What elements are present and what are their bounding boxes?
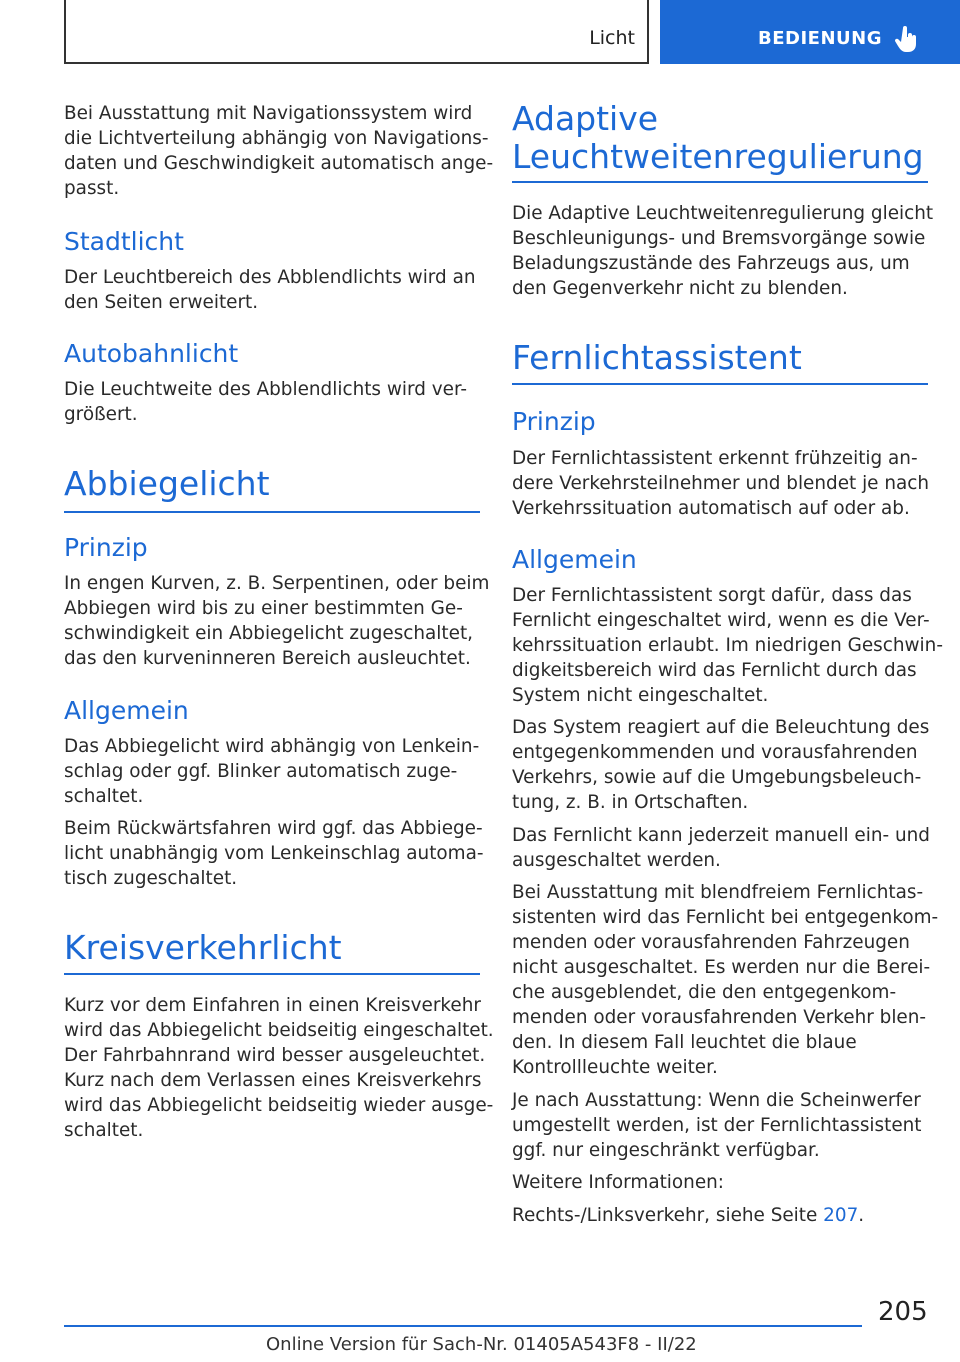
fernlicht-p5-line-3: ggf. nur eingeschränkt verfügbar. (512, 1140, 820, 1161)
fernlicht-reference (512, 1203, 952, 1228)
fernlicht-allgemein-heading: Allgemein (512, 545, 637, 574)
fernlicht-p1-line-2: Fernlicht eingeschaltet wird, wenn es die Ver- (512, 610, 930, 631)
kreisverkehrlicht-title: Kreisverkehrlicht (64, 928, 342, 967)
kreisverkehrlicht-line-1: Kurz vor dem Einfahren in einen Kreisverkehr (64, 995, 481, 1016)
abbiegelicht-allgemein-heading: Allgemein (64, 696, 189, 725)
fernlicht-p5-line-2: umgestellt werden, ist der Fernlichtassistent (512, 1115, 922, 1136)
fernlicht-p4-line-2: sistenten wird das Fernlicht bei entgegenkom- (512, 907, 939, 928)
fernlicht-p1-line-3: kehrssituation erlaubt. Im niedrigen Geschwin- (512, 635, 943, 656)
stadtlicht-line-1: Der Leuchtbereich des Abblendlichts wird an (64, 267, 476, 288)
footer-rule (64, 1325, 862, 1327)
header-section-box (64, 0, 649, 64)
header-chapter-label: BEDIENUNG (758, 28, 882, 49)
kreisverkehrlicht-rule (64, 973, 480, 975)
fernlicht-p1-line-5: System nicht eingeschaltet. (512, 685, 769, 706)
fernlicht-p4-line-5: che ausgeblendet, die den entgegenkom- (512, 982, 897, 1003)
abbiegelicht-prinzip-line-1: In engen Kurven, z. B. Serpentinen, oder beim (64, 573, 490, 594)
fernlicht-p4-line-6: menden oder vorausfahrenden Verkehr blen- (512, 1007, 927, 1028)
autobahnlicht-line-1: Die Leuchtweite des Abblendlichts wird ver- (64, 379, 467, 400)
fernlicht-prinzip-heading: Prinzip (512, 407, 596, 436)
abbiegelicht-allgemein-p2-line-3: tisch zugeschaltet. (64, 868, 238, 889)
adaptive-line-2: Beschleunigungs- und Bremsvorgänge sowie (512, 228, 926, 249)
reference-text: Rechts-/Linksverkehr, siehe Seite (512, 1205, 824, 1226)
adaptive-line-4: den Gegenverkehr nicht zu blenden. (512, 278, 848, 299)
adaptive-title-line-1: Adaptive (512, 99, 659, 138)
kreisverkehrlicht-line-5: wird das Abbiegelicht beidseitig wieder ausge- (64, 1095, 494, 1116)
hand-pointer-icon (894, 26, 920, 54)
fernlicht-p1-line-1: Der Fernlichtassistent sorgt dafür, dass das (512, 585, 912, 606)
kreisverkehrlicht-line-4: Kurz nach dem Verlassen eines Kreisverkehrs (64, 1070, 482, 1091)
abbiegelicht-allgemein-p1-line-3: schaltet. (64, 786, 144, 807)
fernlicht-p5-line-1: Je nach Ausstattung: Wenn die Scheinwerfer (512, 1090, 921, 1111)
abbiegelicht-title: Abbiegelicht (64, 464, 270, 503)
fernlicht-p4-line-4: nicht ausgeschaltet. Es werden nur die Berei- (512, 957, 931, 978)
kreisverkehrlicht-line-3: Der Fahrbahnrand wird besser ausgeleuchtet. (64, 1045, 486, 1066)
abbiegelicht-prinzip-line-4: das den kurveninneren Bereich ausleuchtet. (64, 648, 471, 669)
intro-line-1: Bei Ausstattung mit Navigationssystem wird (64, 103, 473, 124)
autobahnlicht-heading: Autobahnlicht (64, 339, 239, 368)
intro-line-3: daten und Geschwindigkeit automatisch ange- (64, 153, 494, 174)
abbiegelicht-rule (64, 511, 480, 513)
adaptive-rule (512, 181, 928, 183)
intro-line-2: die Lichtverteilung abhängig von Navigations- (64, 128, 489, 149)
adaptive-line-3: Beladungszustände des Fahrzeugs aus, um (512, 253, 910, 274)
fernlicht-p2-line-1: Das System reagiert auf die Beleuchtung des (512, 717, 930, 738)
intro-line-4: passt. (64, 178, 120, 199)
fernlicht-prinzip-line-1: Der Fernlichtassistent erkennt frühzeitig an- (512, 448, 918, 469)
fernlicht-prinzip-line-2: dere Verkehrsteilnehmer und blendet je nach (512, 473, 930, 494)
autobahnlicht-line-2: größert. (64, 404, 138, 425)
page-link-207[interactable]: 207 (823, 1205, 859, 1226)
kreisverkehrlicht-line-6: schaltet. (64, 1120, 144, 1141)
footer-text: Online Version für Sach-Nr. 01405A543F8 - II/22 (266, 1334, 697, 1355)
fernlicht-p2-line-3: Verkehrs, sowie auf die Umgebungsbeleuch- (512, 767, 922, 788)
header-section-label: Licht (589, 27, 635, 49)
fernlicht-prinzip-line-3: Verkehrssituation automatisch auf oder ab. (512, 498, 910, 519)
stadtlicht-line-2: den Seiten erweitert. (64, 292, 259, 313)
reference-end: . (858, 1205, 865, 1226)
fernlicht-p4-line-3: menden oder vorausfahrenden Fahrzeugen (512, 932, 910, 953)
adaptive-title-line-2: Leuchtweitenregulierung (512, 137, 924, 176)
abbiegelicht-prinzip-heading: Prinzip (64, 533, 148, 562)
abbiegelicht-allgemein-p2-line-1: Beim Rückwärtsfahren wird ggf. das Abbiege- (64, 818, 483, 839)
stadtlicht-heading: Stadtlicht (64, 227, 184, 256)
abbiegelicht-prinzip-line-2: Abbiegen wird bis zu einer bestimmten Ge- (64, 598, 463, 619)
fernlicht-rule (512, 383, 928, 385)
abbiegelicht-allgemein-p2-line-2: licht unabhängig vom Lenkeinschlag automa- (64, 843, 484, 864)
fernlicht-p4-line-7: den. In diesem Fall leuchtet die blaue (512, 1032, 857, 1053)
abbiegelicht-allgemein-p1-line-1: Das Abbiegelicht wird abhängig von Lenkein- (64, 736, 480, 757)
fernlicht-p4-line-8: Kontrollleuchte weiter. (512, 1057, 718, 1078)
adaptive-line-1: Die Adaptive Leuchtweitenregulierung gleicht (512, 203, 934, 224)
fernlicht-p6: Weitere Informationen: (512, 1172, 724, 1193)
fernlicht-p3-line-1: Das Fernlicht kann jederzeit manuell ein- und (512, 825, 930, 846)
fernlicht-p1-line-4: digkeitsbereich wird das Fernlicht durch das (512, 660, 917, 681)
fernlicht-title: Fernlichtassistent (512, 338, 802, 377)
page-number: 205 (878, 1297, 928, 1327)
kreisverkehrlicht-line-2: wird das Abbiegelicht beidseitig eingeschaltet. (64, 1020, 494, 1041)
fernlicht-p4-line-1: Bei Ausstattung mit blendfreiem Fernlichtas- (512, 882, 924, 903)
fernlicht-p2-line-2: entgegenkommenden und vorausfahrenden (512, 742, 918, 763)
abbiegelicht-allgemein-p1-line-2: schlag oder ggf. Blinker automatisch zuge- (64, 761, 458, 782)
fernlicht-p3-line-2: ausgeschaltet werden. (512, 850, 721, 871)
abbiegelicht-prinzip-line-3: schwindigkeit ein Abbiegelicht zugeschaltet, (64, 623, 474, 644)
fernlicht-p2-line-4: tung, z. B. in Ortschaften. (512, 792, 749, 813)
